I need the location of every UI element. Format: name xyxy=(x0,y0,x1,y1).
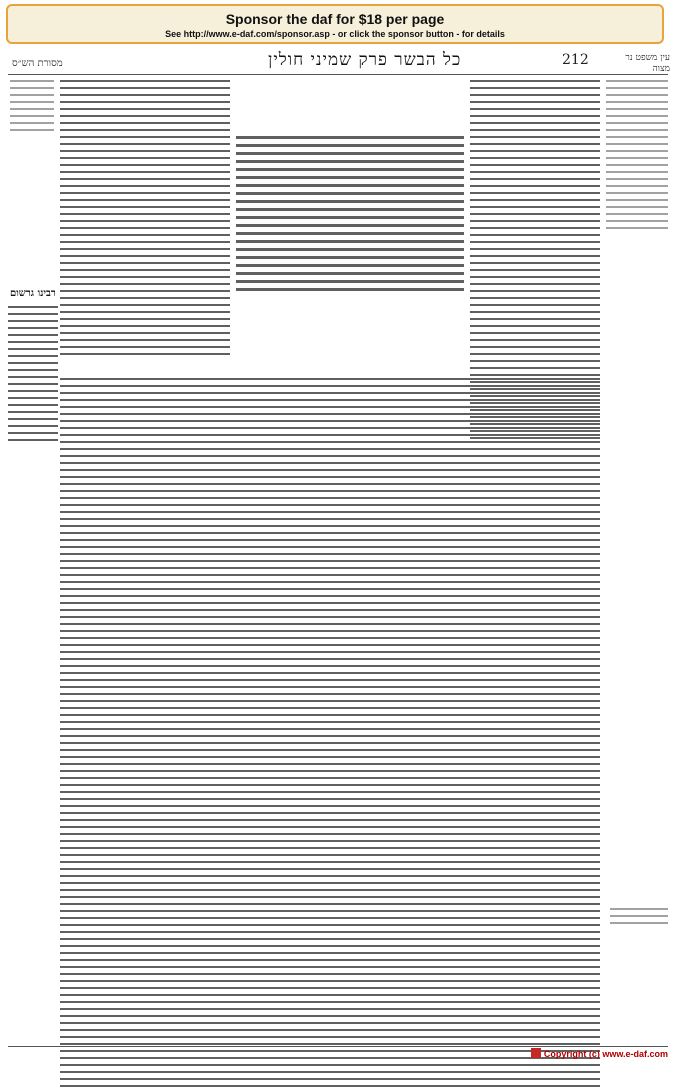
rabbeinu-gershom-column xyxy=(8,306,58,446)
ein-mishpat-label: עין משפט נר מצוה xyxy=(625,53,670,74)
header-rule xyxy=(8,74,668,75)
page-number: 212 xyxy=(562,52,589,68)
masoret-hashas-column xyxy=(10,80,54,136)
lower-commentary xyxy=(60,378,600,1092)
right-lower-notes xyxy=(610,908,668,929)
sponsor-subtitle[interactable]: See http://www.e-daf.com/sponsor.asp - or click the sponsor button - for details xyxy=(165,29,505,39)
masoret-hashas-label: מסורת הש״ס xyxy=(12,58,63,69)
sponsor-title[interactable]: Sponsor the daf for $18 per page xyxy=(225,11,445,27)
copyright-link[interactable] xyxy=(531,1048,668,1059)
gemara-column xyxy=(236,136,464,296)
rabbeinu-gershom-label: רבינו גרשום xyxy=(10,288,56,299)
sponsor-banner[interactable] xyxy=(6,4,664,44)
copyright-text[interactable]: Copyright (c) www.e-daf.com xyxy=(543,1049,668,1059)
e-daf-logo-icon xyxy=(531,1048,541,1058)
footer-rule xyxy=(8,1046,668,1047)
tosafot-column xyxy=(60,80,230,360)
talmud-page xyxy=(0,48,676,1063)
ein-mishpat-column xyxy=(606,80,668,234)
page-title: כל הבשר פרק שמיני חולין xyxy=(268,50,462,70)
